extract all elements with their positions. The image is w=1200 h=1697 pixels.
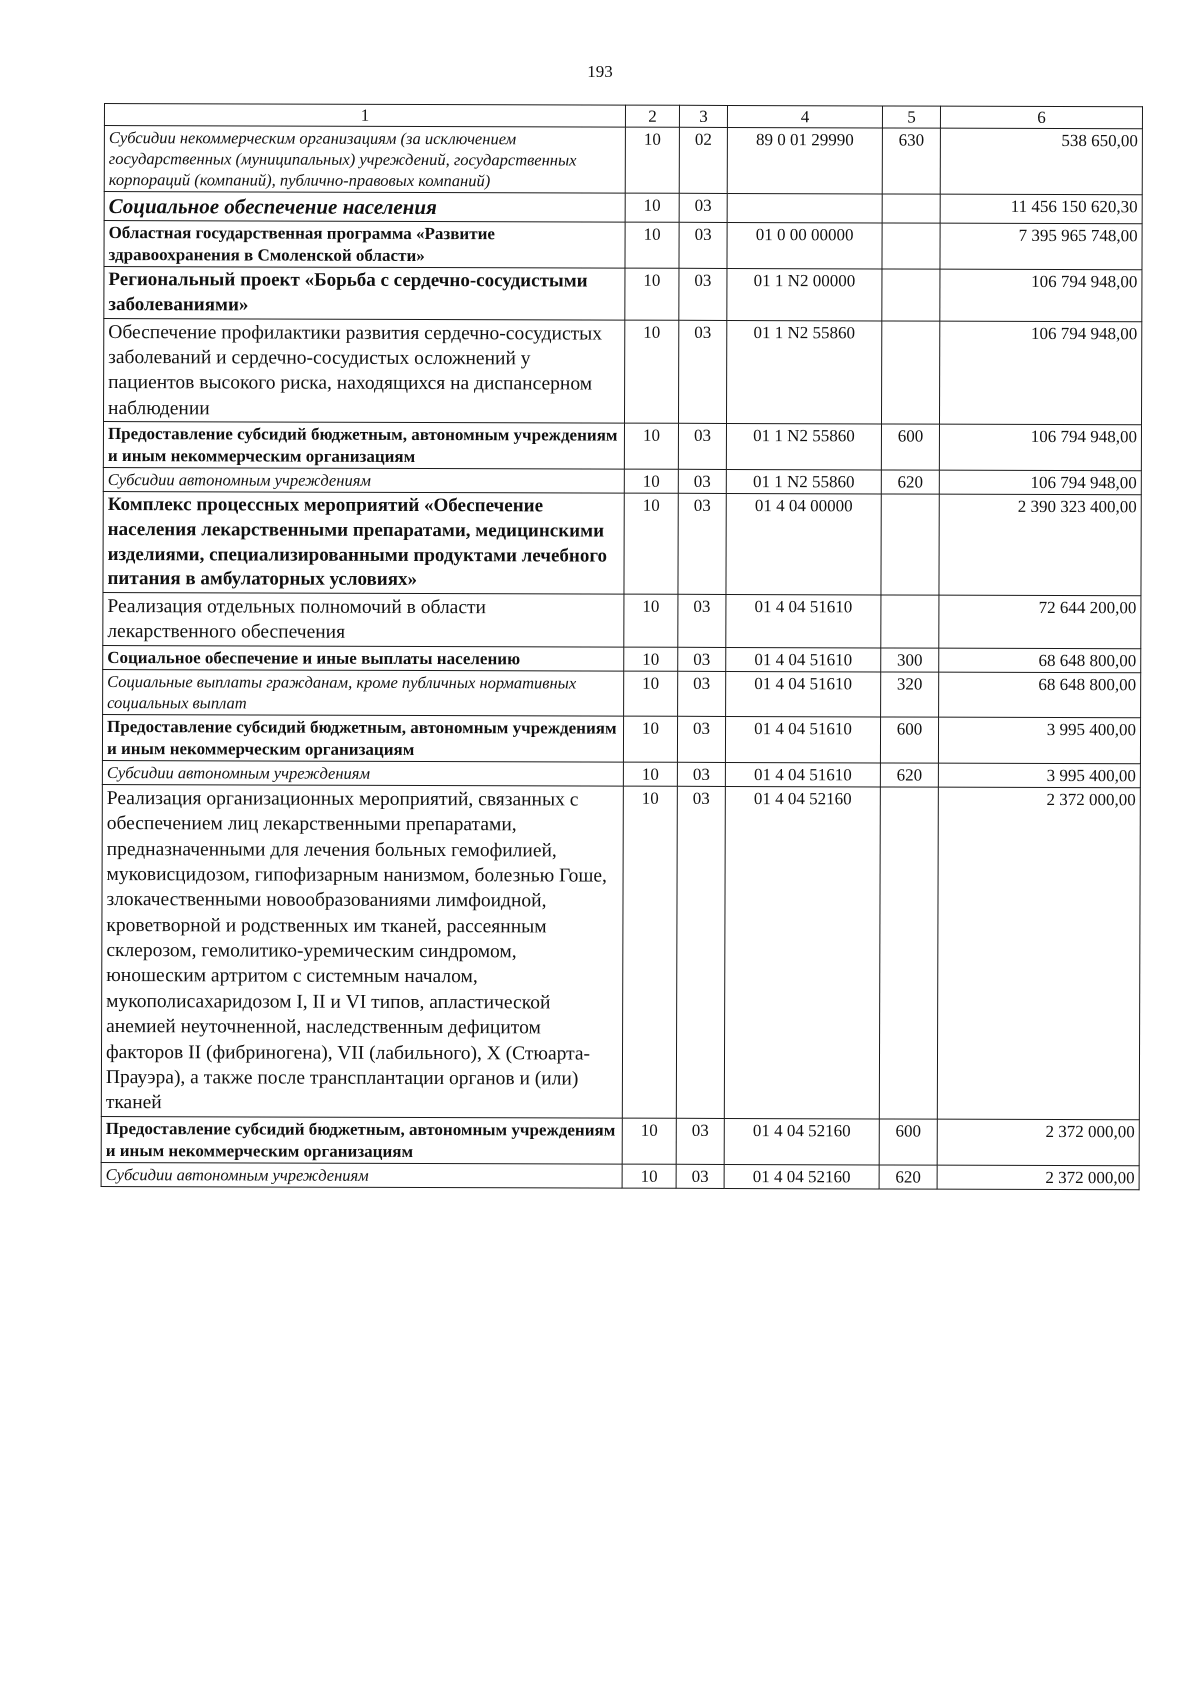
row-subsection-code: 03 bbox=[679, 269, 727, 321]
row-subsection-code: 03 bbox=[678, 647, 726, 671]
row-amount: 68 648 800,00 bbox=[939, 648, 1141, 673]
row-expense-type bbox=[879, 787, 938, 1119]
row-expense-type: 620 bbox=[881, 470, 939, 494]
row-expense-type: 320 bbox=[881, 672, 939, 717]
row-name: Социальное обеспечение населения bbox=[104, 191, 625, 222]
row-target-article bbox=[727, 193, 882, 223]
table-row bbox=[103, 422, 1141, 471]
row-name: Субсидии автономным учреждениям bbox=[103, 468, 624, 494]
row-subsection-code: 03 bbox=[677, 716, 725, 762]
row-amount: 11 456 150 620,30 bbox=[940, 194, 1142, 224]
row-section-code: 10 bbox=[624, 320, 678, 424]
row-subsection-code: 03 bbox=[678, 470, 726, 494]
header-col-2: 2 bbox=[625, 105, 679, 127]
row-section-code: 10 bbox=[624, 494, 678, 595]
table-row bbox=[101, 1116, 1139, 1165]
row-expense-type bbox=[881, 321, 939, 425]
table-row bbox=[104, 125, 1142, 195]
header-col-6: 6 bbox=[940, 106, 1142, 128]
row-section-code: 10 bbox=[625, 268, 679, 320]
row-expense-type bbox=[882, 223, 940, 269]
row-section-code: 10 bbox=[623, 762, 677, 786]
row-target-article: 01 4 04 51610 bbox=[726, 671, 881, 716]
row-amount: 2 372 000,00 bbox=[937, 1119, 1139, 1166]
row-target-article: 01 4 04 52160 bbox=[724, 1118, 879, 1165]
row-target-article: 01 4 04 52160 bbox=[724, 787, 880, 1119]
row-subsection-code: 03 bbox=[676, 786, 725, 1118]
row-section-code: 10 bbox=[622, 1118, 676, 1164]
header-col-5: 5 bbox=[882, 106, 940, 128]
row-name: Предоставление субсидий бюджетным, автономным учреждениям и иным некоммерческим организациям bbox=[101, 1116, 622, 1164]
table-row bbox=[102, 760, 1140, 787]
row-name: Региональный проект «Борьба с сердечно-сосудистыми заболеваниями» bbox=[104, 267, 625, 320]
row-amount: 106 794 948,00 bbox=[940, 269, 1142, 321]
row-amount: 106 794 948,00 bbox=[939, 424, 1141, 471]
row-subsection-code: 03 bbox=[679, 222, 727, 268]
row-section-code: 10 bbox=[624, 594, 678, 647]
row-expense-type: 620 bbox=[879, 1165, 937, 1189]
row-target-article: 89 0 01 29990 bbox=[727, 127, 882, 194]
table-row bbox=[103, 593, 1141, 649]
row-amount: 2 390 323 400,00 bbox=[939, 495, 1141, 596]
row-section-code: 10 bbox=[624, 469, 678, 493]
row-target-article: 01 4 04 52160 bbox=[724, 1164, 879, 1189]
row-subsection-code: 03 bbox=[678, 320, 726, 424]
row-name: Предоставление субсидий бюджетным, автономным учреждениям и иным некоммерческим организациям bbox=[103, 422, 624, 470]
row-expense-type: 300 bbox=[881, 648, 939, 672]
row-target-article: 01 0 00 00000 bbox=[727, 223, 882, 270]
row-subsection-code: 03 bbox=[679, 193, 727, 222]
row-subsection-code: 02 bbox=[679, 127, 727, 193]
row-subsection-code: 03 bbox=[678, 594, 726, 647]
row-target-article: 01 4 04 00000 bbox=[726, 494, 881, 595]
table-row bbox=[103, 468, 1141, 495]
row-section-code: 10 bbox=[624, 671, 678, 716]
row-target-article: 01 1 N2 00000 bbox=[727, 269, 882, 321]
budget-table-body bbox=[101, 104, 1142, 1190]
row-name: Предоставление субсидий бюджетным, автономным учреждениям и иным некоммерческим организациям bbox=[102, 714, 623, 762]
row-target-article: 01 4 04 51610 bbox=[725, 716, 880, 763]
row-expense-type bbox=[881, 595, 939, 648]
row-amount: 106 794 948,00 bbox=[939, 470, 1141, 495]
row-subsection-code: 03 bbox=[678, 494, 726, 595]
row-expense-type: 620 bbox=[880, 763, 938, 787]
row-expense-type: 600 bbox=[881, 424, 939, 470]
table-row bbox=[101, 1162, 1139, 1189]
row-name: Социальное обеспечение и иные выплаты населению bbox=[103, 645, 624, 671]
row-subsection-code: 03 bbox=[678, 671, 726, 716]
row-section-code: 10 bbox=[624, 647, 678, 671]
row-amount: 106 794 948,00 bbox=[939, 321, 1141, 425]
row-name: Реализация отдельных полномочий в области лекарственного обеспечения bbox=[103, 593, 624, 647]
row-target-article: 01 1 N2 55860 bbox=[726, 424, 881, 471]
table-row bbox=[101, 785, 1140, 1120]
page-number: 193 bbox=[587, 62, 613, 81]
row-section-code: 10 bbox=[622, 786, 677, 1118]
row-name: Социальные выплаты гражданам, кроме публичных нормативных социальных выплат bbox=[103, 669, 624, 716]
row-name: Субсидии некоммерческим организациям (за исключением государственных (муниципальных) учреждений, государственных корпораций (компаний), публично-правовых компаний) bbox=[104, 125, 625, 193]
row-expense-type: 600 bbox=[879, 1118, 937, 1164]
row-target-article: 01 4 04 51610 bbox=[726, 647, 881, 672]
row-target-article: 01 4 04 51610 bbox=[725, 762, 880, 787]
row-amount: 3 995 400,00 bbox=[938, 717, 1140, 764]
row-section-code: 10 bbox=[622, 1164, 676, 1188]
row-expense-type bbox=[881, 494, 939, 595]
table-row bbox=[104, 221, 1142, 270]
row-amount: 7 395 965 748,00 bbox=[940, 223, 1142, 270]
row-name: Субсидии автономным учреждениям bbox=[101, 1162, 622, 1188]
table-row bbox=[103, 645, 1141, 672]
table-row bbox=[102, 714, 1140, 763]
table-row bbox=[104, 267, 1142, 322]
row-name: Обеспечение профилактики развития сердечно-сосудистых заболеваний и сердечно-сосудистых осложнений у пациентов высокого риска, находящихся на диспансерном наблюдении bbox=[103, 318, 624, 423]
table-row bbox=[103, 318, 1141, 425]
table-row bbox=[103, 492, 1141, 596]
row-name: Областная государственная программа «Развитие здравоохранения в Смоленской области» bbox=[104, 221, 625, 269]
header-col-4: 4 bbox=[727, 105, 882, 127]
row-subsection-code: 03 bbox=[677, 762, 725, 786]
row-target-article: 01 4 04 51610 bbox=[726, 595, 881, 648]
row-section-code: 10 bbox=[625, 222, 679, 268]
row-subsection-code: 03 bbox=[678, 423, 726, 469]
header-col-3: 3 bbox=[679, 105, 727, 127]
row-section-code: 10 bbox=[625, 127, 679, 193]
row-amount: 3 995 400,00 bbox=[938, 763, 1140, 788]
row-amount: 68 648 800,00 bbox=[939, 672, 1141, 718]
row-name: Комплекс процессных мероприятий «Обеспечение населения лекарственными препаратами, медицинскими изделиями, специализированными продуктами лечебного питания в амбулаторных условиях» bbox=[103, 492, 624, 594]
row-expense-type bbox=[882, 194, 940, 223]
row-expense-type bbox=[882, 269, 940, 321]
row-target-article: 01 1 N2 55860 bbox=[726, 470, 881, 495]
row-amount: 538 650,00 bbox=[940, 128, 1142, 195]
row-amount: 2 372 000,00 bbox=[937, 1165, 1139, 1190]
row-amount: 2 372 000,00 bbox=[937, 787, 1140, 1119]
row-name: Субсидии автономным учреждениям bbox=[102, 760, 623, 786]
row-target-article: 01 1 N2 55860 bbox=[726, 320, 881, 424]
row-subsection-code: 03 bbox=[676, 1164, 724, 1188]
table-row bbox=[104, 191, 1142, 224]
row-section-code: 10 bbox=[625, 193, 679, 222]
budget-table bbox=[101, 103, 1143, 1190]
row-subsection-code: 03 bbox=[676, 1118, 724, 1164]
row-name: Реализация организационных мероприятий, связанных с обеспечением лиц лекарственными препаратами, предназначенными для лечения больных гемофилией, муковисцидозом, гипофизарным нанизмом, болезнью Гоше, злокачественными новообразованиями лимфоидной, кроветворной и родственных им тканей, рассеянным склерозом, гемолитико-уремическим синдромом, юношеским артритом с системным началом, мукополисахаридозом I, II и VI типов, апластической анемией неуточненной, наследственным дефицитом факторов II (фибриногена), VII (лабильного), X (Стюарта-Прауэра), а также после трансплантации органов и (или) тканей bbox=[101, 785, 623, 1118]
row-section-code: 10 bbox=[624, 423, 678, 469]
table-row bbox=[103, 669, 1141, 717]
row-expense-type: 630 bbox=[882, 127, 940, 193]
header-col-1: 1 bbox=[104, 104, 625, 127]
row-amount: 72 644 200,00 bbox=[939, 595, 1141, 648]
row-expense-type: 600 bbox=[880, 717, 938, 763]
row-section-code: 10 bbox=[623, 716, 677, 762]
